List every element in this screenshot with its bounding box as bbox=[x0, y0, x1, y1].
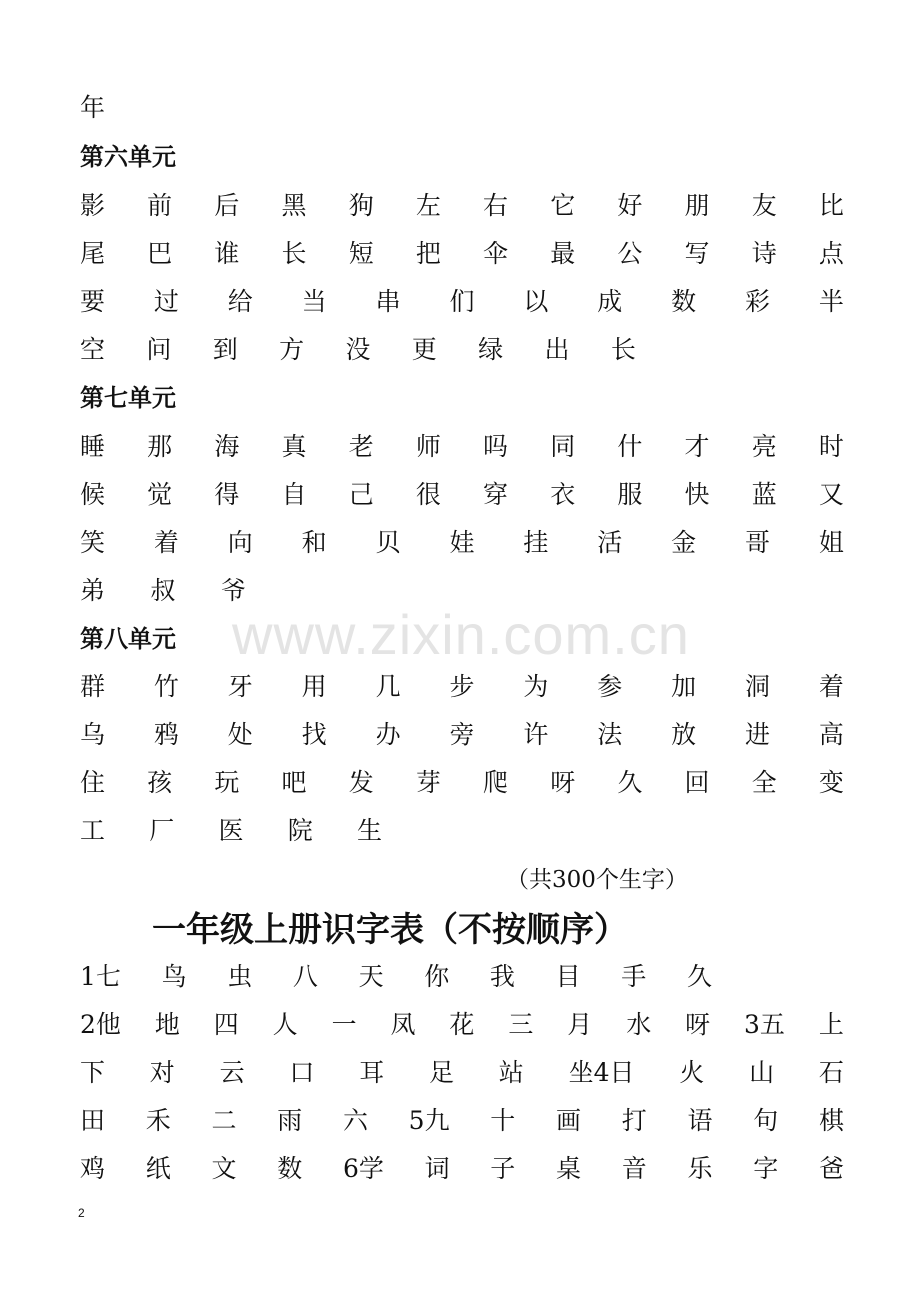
character: 坐4日 bbox=[568, 1058, 635, 1087]
character: 呀 bbox=[685, 1010, 711, 1039]
character: 纸 bbox=[145, 1154, 171, 1183]
character: 我 bbox=[489, 962, 515, 991]
character: 很 bbox=[415, 480, 441, 509]
character: 孩 bbox=[147, 768, 173, 797]
character: 爸 bbox=[818, 1154, 844, 1183]
character: 厂 bbox=[149, 816, 175, 845]
character: 工 bbox=[80, 816, 106, 845]
character: 数 bbox=[277, 1154, 303, 1183]
character: 画 bbox=[556, 1106, 582, 1135]
character: 参 bbox=[597, 672, 623, 701]
character: 久 bbox=[686, 962, 712, 991]
character: 好 bbox=[617, 191, 643, 220]
character: 禾 bbox=[145, 1106, 171, 1135]
character: 田 bbox=[80, 1106, 106, 1135]
character: 句 bbox=[753, 1106, 779, 1135]
character: 上 bbox=[818, 1010, 844, 1039]
character: 爬 bbox=[483, 768, 509, 797]
character: 久 bbox=[617, 768, 643, 797]
character: 变 bbox=[818, 768, 844, 797]
character: 同 bbox=[550, 432, 576, 461]
total-count: （共300个生字） bbox=[506, 867, 688, 893]
section-title: 一年级上册识字表（不按顺序） bbox=[152, 910, 628, 950]
character: 那 bbox=[147, 432, 173, 461]
character: 子 bbox=[490, 1154, 516, 1183]
character: 语 bbox=[687, 1106, 713, 1135]
character: 真 bbox=[281, 432, 307, 461]
character: 最 bbox=[550, 239, 576, 268]
character: 爷 bbox=[220, 576, 246, 605]
character: 弟 bbox=[80, 576, 106, 605]
recognition-line-2 bbox=[80, 1001, 844, 1049]
character: 打 bbox=[621, 1106, 647, 1135]
character: 叔 bbox=[150, 576, 176, 605]
recognition-line-3 bbox=[80, 1049, 844, 1097]
character: 月 bbox=[567, 1010, 593, 1039]
character: 芽 bbox=[415, 768, 441, 797]
character: 候 bbox=[80, 480, 106, 509]
character: 雨 bbox=[277, 1106, 303, 1135]
character: 处 bbox=[227, 720, 253, 749]
character: 穿 bbox=[483, 480, 509, 509]
character: 和 bbox=[301, 528, 327, 557]
lead-line bbox=[80, 84, 844, 132]
character: 向 bbox=[227, 528, 253, 557]
character: 金 bbox=[671, 528, 697, 557]
character: 虫 bbox=[227, 962, 253, 991]
character: 以 bbox=[523, 287, 549, 316]
character: 几 bbox=[375, 672, 401, 701]
character: 十 bbox=[490, 1106, 516, 1135]
character: 乌 bbox=[80, 720, 106, 749]
character: 对 bbox=[149, 1058, 175, 1087]
character: 出 bbox=[544, 335, 570, 364]
character: 全 bbox=[751, 768, 777, 797]
character: 时 bbox=[818, 432, 844, 461]
character: 文 bbox=[211, 1154, 237, 1183]
character: 二 bbox=[211, 1106, 237, 1135]
character: 影 bbox=[80, 191, 106, 220]
character: 三 bbox=[508, 1010, 534, 1039]
character: 要 bbox=[80, 287, 106, 316]
character: 睡 bbox=[80, 432, 106, 461]
character: 谁 bbox=[214, 239, 240, 268]
character: 天 bbox=[358, 962, 384, 991]
character: 地 bbox=[154, 1010, 180, 1039]
character: 鸦 bbox=[153, 720, 179, 749]
character: 过 bbox=[153, 287, 179, 316]
character: 鸡 bbox=[80, 1154, 106, 1183]
recognition-line-4 bbox=[80, 1097, 844, 1145]
character: 洞 bbox=[745, 672, 771, 701]
character: 长 bbox=[281, 239, 307, 268]
character: 比 bbox=[818, 191, 844, 220]
character: 得 bbox=[214, 480, 240, 509]
character: 发 bbox=[348, 768, 374, 797]
character: 师 bbox=[415, 432, 441, 461]
character: 才 bbox=[684, 432, 710, 461]
character: 方 bbox=[279, 335, 305, 364]
character: 足 bbox=[428, 1058, 454, 1087]
character: 诗 bbox=[751, 239, 777, 268]
character: 口 bbox=[289, 1058, 315, 1087]
character: 给 bbox=[227, 287, 253, 316]
unit8-line-3 bbox=[80, 759, 844, 807]
character: 3五 bbox=[744, 1010, 785, 1039]
character: 彩 bbox=[745, 287, 771, 316]
character: 六 bbox=[342, 1106, 368, 1135]
character: 尾 bbox=[80, 239, 106, 268]
character: 己 bbox=[348, 480, 374, 509]
character: 音 bbox=[621, 1154, 647, 1183]
character: 加 bbox=[671, 672, 697, 701]
character: 目 bbox=[555, 962, 581, 991]
character: 6学 bbox=[342, 1154, 384, 1183]
character: 鸟 bbox=[161, 962, 187, 991]
character: 棋 bbox=[818, 1106, 844, 1135]
character: 进 bbox=[745, 720, 771, 749]
character: 姐 bbox=[818, 528, 844, 557]
character: 没 bbox=[345, 335, 371, 364]
character: 下 bbox=[80, 1058, 106, 1087]
character: 人 bbox=[272, 1010, 298, 1039]
character: 医 bbox=[218, 816, 244, 845]
character: 耳 bbox=[359, 1058, 385, 1087]
watermark: www.zixin.com.cn bbox=[232, 603, 690, 666]
character: 右 bbox=[483, 191, 509, 220]
character: 院 bbox=[287, 816, 313, 845]
character: 着 bbox=[818, 672, 844, 701]
character: 狗 bbox=[348, 191, 374, 220]
character: 乐 bbox=[687, 1154, 713, 1183]
character: 衣 bbox=[550, 480, 576, 509]
character: 高 bbox=[818, 720, 844, 749]
character: 放 bbox=[671, 720, 697, 749]
character: 竹 bbox=[153, 672, 179, 701]
character: 什 bbox=[617, 432, 643, 461]
unit8-line-4 bbox=[80, 807, 382, 855]
character: 们 bbox=[449, 287, 475, 316]
character: 更 bbox=[411, 335, 437, 364]
character: 1七 bbox=[80, 962, 121, 991]
character: 石 bbox=[818, 1058, 844, 1087]
character: 活 bbox=[597, 528, 623, 557]
character: 它 bbox=[550, 191, 576, 220]
character: 回 bbox=[684, 768, 710, 797]
character: 山 bbox=[749, 1058, 775, 1087]
unit6-line-3 bbox=[80, 278, 844, 326]
character: 左 bbox=[415, 191, 441, 220]
character: 桌 bbox=[556, 1154, 582, 1183]
character: 公 bbox=[617, 239, 643, 268]
character: 黑 bbox=[281, 191, 307, 220]
unit7-line-2 bbox=[80, 471, 844, 519]
character: 蓝 bbox=[751, 480, 777, 509]
character: 成 bbox=[597, 287, 623, 316]
character: 问 bbox=[146, 335, 172, 364]
character: 朋 bbox=[684, 191, 710, 220]
character: 为 bbox=[523, 672, 549, 701]
unit8-line-1 bbox=[80, 663, 844, 711]
character: 旁 bbox=[449, 720, 475, 749]
character: 字 bbox=[753, 1154, 779, 1183]
character: 快 bbox=[684, 480, 710, 509]
character: 亮 bbox=[751, 432, 777, 461]
character: 海 bbox=[214, 432, 240, 461]
character: 你 bbox=[424, 962, 450, 991]
character: 吧 bbox=[281, 768, 307, 797]
character: 到 bbox=[212, 335, 238, 364]
unit8-heading: 第八单元 bbox=[80, 625, 176, 653]
character: 数 bbox=[671, 287, 697, 316]
character: 花 bbox=[449, 1010, 475, 1039]
character: 找 bbox=[301, 720, 327, 749]
character: 哥 bbox=[745, 528, 771, 557]
character: 又 bbox=[818, 480, 844, 509]
character: 呀 bbox=[550, 768, 576, 797]
character: 许 bbox=[523, 720, 549, 749]
character: 群 bbox=[80, 672, 106, 701]
unit6-heading: 第六单元 bbox=[80, 143, 176, 171]
character: 绿 bbox=[478, 335, 504, 364]
character: 短 bbox=[348, 239, 374, 268]
character: 站 bbox=[498, 1058, 524, 1087]
character: 巴 bbox=[147, 239, 173, 268]
character: 把 bbox=[415, 239, 441, 268]
unit7-line-1 bbox=[80, 423, 844, 471]
character: 凤 bbox=[390, 1010, 416, 1039]
character: 办 bbox=[375, 720, 401, 749]
unit6-line-4 bbox=[80, 326, 636, 374]
character: 牙 bbox=[227, 672, 253, 701]
character: 一 bbox=[331, 1010, 357, 1039]
unit8-line-2 bbox=[80, 711, 844, 759]
recognition-line-1 bbox=[80, 953, 712, 1001]
character: 娃 bbox=[449, 528, 475, 557]
character: 后 bbox=[214, 191, 240, 220]
character: 老 bbox=[348, 432, 374, 461]
unit7-line-4 bbox=[80, 567, 246, 615]
character: 步 bbox=[449, 672, 475, 701]
character: 挂 bbox=[523, 528, 549, 557]
character: 火 bbox=[679, 1058, 705, 1087]
character: 当 bbox=[301, 287, 327, 316]
character: 词 bbox=[424, 1154, 450, 1183]
character: 前 bbox=[147, 191, 173, 220]
character: 自 bbox=[281, 480, 307, 509]
character: 云 bbox=[219, 1058, 245, 1087]
character: 住 bbox=[80, 768, 106, 797]
character: 笑 bbox=[80, 528, 106, 557]
character: 用 bbox=[301, 672, 327, 701]
character: 生 bbox=[356, 816, 382, 845]
character: 四 bbox=[213, 1010, 239, 1039]
character: 点 bbox=[818, 239, 844, 268]
unit6-line-2 bbox=[80, 230, 844, 278]
character: 5九 bbox=[408, 1106, 450, 1135]
unit7-heading: 第七单元 bbox=[80, 384, 176, 412]
character: 长 bbox=[610, 335, 636, 364]
character: 吗 bbox=[483, 432, 509, 461]
character: 写 bbox=[684, 239, 710, 268]
character: 空 bbox=[80, 335, 106, 364]
character: 服 bbox=[617, 480, 643, 509]
character: 水 bbox=[626, 1010, 652, 1039]
character: 友 bbox=[751, 191, 777, 220]
character: 觉 bbox=[147, 480, 173, 509]
page-number: 2 bbox=[78, 1206, 85, 1220]
character: 手 bbox=[621, 962, 647, 991]
character: 2他 bbox=[80, 1010, 121, 1039]
unit7-line-3 bbox=[80, 519, 844, 567]
character: 串 bbox=[375, 287, 401, 316]
character: 法 bbox=[597, 720, 623, 749]
character: 八 bbox=[292, 962, 318, 991]
character: 半 bbox=[818, 287, 844, 316]
character: 伞 bbox=[483, 239, 509, 268]
character: 贝 bbox=[375, 528, 401, 557]
recognition-line-5 bbox=[80, 1145, 844, 1193]
character: 玩 bbox=[214, 768, 240, 797]
unit6-line-1 bbox=[80, 182, 844, 230]
character: 着 bbox=[153, 528, 179, 557]
character: 年 bbox=[80, 93, 106, 122]
